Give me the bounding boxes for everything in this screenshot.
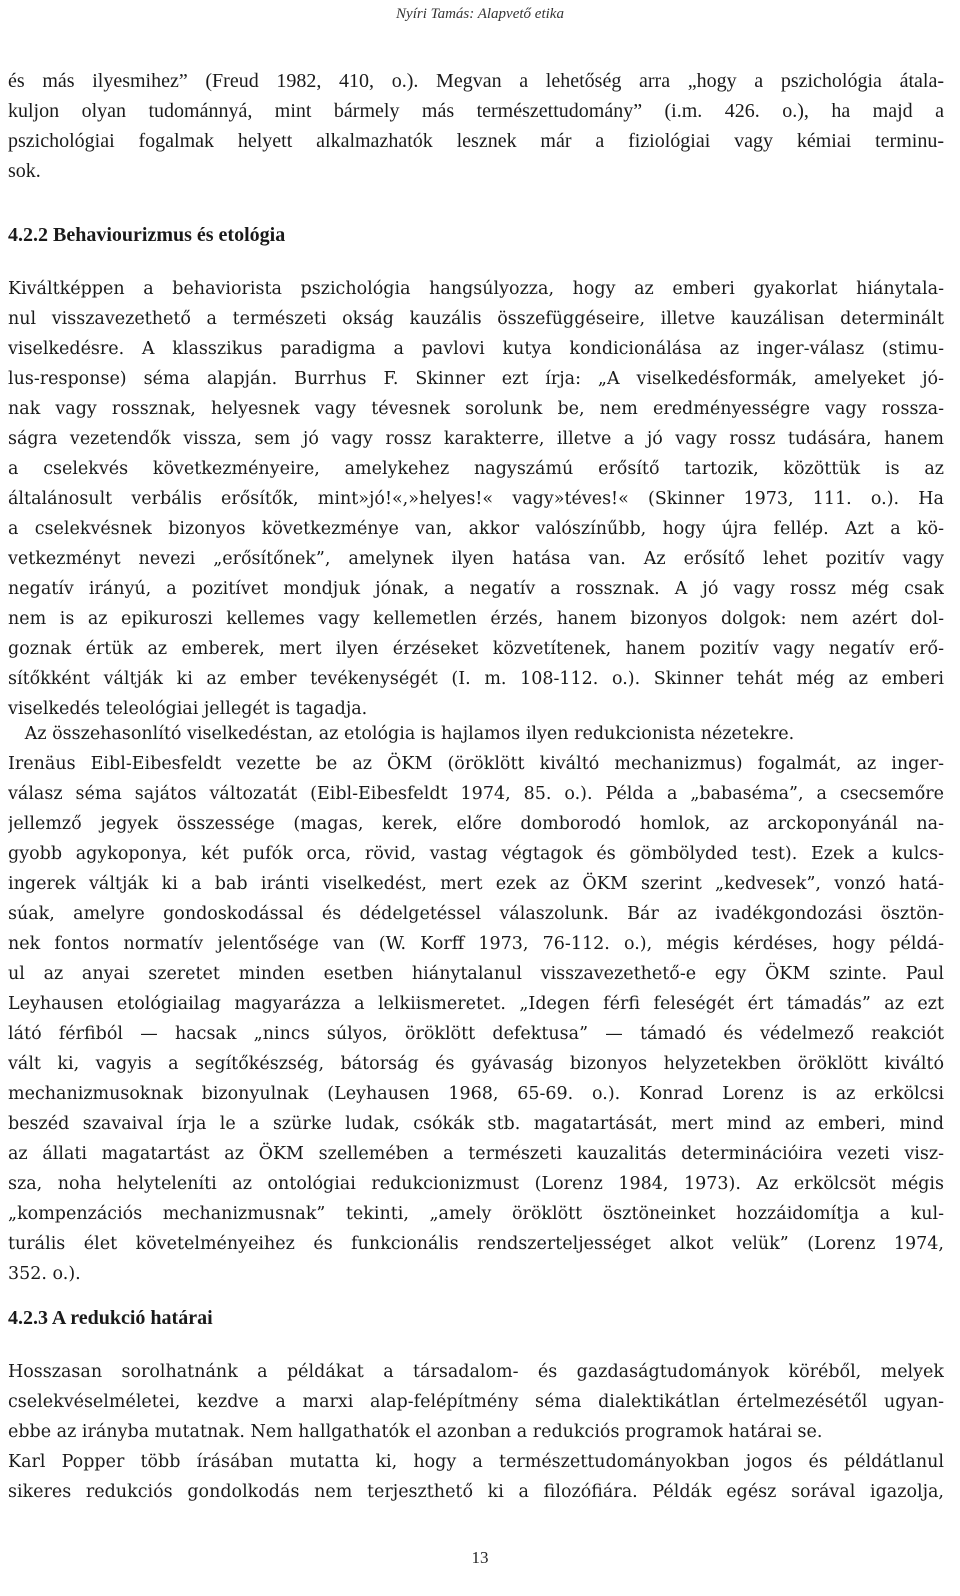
- text-line: jellemző jegyek összessége (magas, kerek, előre domborodó homlok, az arckoponyánál na-: [8, 814, 944, 834]
- text-line: Irenäus Eibl-Eibesfeldt vezette be az ÖKM (öröklött kiváltó mechanizmus) fogalmát, az inger-: [8, 754, 944, 774]
- text-line: negatív irányú, a pozitívet mondjuk jónak, a negatív a rossznak. A jó vagy rossz még csak: [8, 579, 944, 599]
- text-line: a cselekvés következményeire, amelykehez nagyszámú erősítő tartozik, közöttük is az: [8, 459, 944, 479]
- text-line: az állati magatartást az ÖKM szellemében a természeti kauzalitás determinációira vezeti visz-: [8, 1144, 944, 1164]
- text-line: goznak értük az emberek, mert ilyen érzéseket közvetítenek, hanem pozitív vagy negatív erő-: [8, 639, 944, 659]
- text-line: vetkezményt nevezi „erősítőnek”, amelynek ilyen hatása van. Az erősítő lehet pozitív vagy: [8, 549, 944, 569]
- text-line: válasz séma sajátos változatát (Eibl-Eibesfeldt 1974, 85. o.). Példa a „babaséma”, a csecsemőre: [8, 784, 944, 804]
- paragraph-ethology: [8, 719, 944, 1289]
- text-line: általánosult verbális erősítők, mint»jó!«,»helyes!« vagy»téves!« (Skinner 1973, 111. o.). Ha: [8, 489, 944, 509]
- text-line: beszéd szavaival írja le a szürke ludak, csókák stb. magatartását, mert mind az emberi, mind: [8, 1114, 944, 1134]
- text-line: gyobb agykoponya, két pufók orca, rövid, vastag végtagok és gömbölyded test). Ezek a kulcs-: [8, 844, 944, 864]
- text-line: kuljon olyan tudománnyá, mint bármely más természettudomány” (i.m. 426. o.), ha majd a: [8, 100, 944, 122]
- section-heading-4-2-2: 4.2.2 Behaviourizmus és etológia: [8, 224, 286, 246]
- text-line: ul az anyai szeretet minden esetben hiánytalanul visszavezethető-e egy ÖKM szinte. Paul: [8, 964, 944, 984]
- section-heading-4-2-3: 4.2.3 A redukció határai: [8, 1307, 213, 1329]
- text-line: nek fontos normatív jelentősége van (W. Korff 1973, 76-112. o.), mégis kérdéses, hogy példá-: [8, 934, 944, 954]
- text-line: viselkedés teleológiai jellegét is tagadja.: [8, 699, 368, 719]
- paragraph-behaviourism: [8, 274, 944, 724]
- text-line: ebbe az irányba mutatnak. Nem hallgathatók el azonban a redukciós programok határai se.: [8, 1422, 823, 1442]
- text-line: cselekvéselméletei, kezdve a marxi alap-felépítmény séma dialektikátlan értelmezésétől ugyan-: [8, 1392, 944, 1412]
- text-line: sza, noha helyteleníti az ontológiai redukcionizmust (Lorenz 1984, 1973). Az erkölcsöt mégis: [8, 1174, 944, 1194]
- text-line: Kiváltképpen a behaviorista pszichológia hangsúlyozza, hogy az emberi gyakorlat hiánytala-: [8, 279, 944, 299]
- page-number: 13: [471, 1548, 489, 1567]
- text-line: nem is az epikuroszi kellemes vagy kellemetlen érzés, hanem bizonyos dolgok: nem azért dol-: [8, 609, 944, 629]
- text-line: Leyhausen etológiailag magyarázza a lelkiismeretet. „Idegen férfi feleségét ért támadás” az ezt: [8, 994, 944, 1014]
- text-line: turális élet követelményeihez és funkcionális rendszerteljességet alkot velük” (Lorenz 1974,: [8, 1234, 944, 1254]
- text-line: sikeres redukciós gondolkodás nem terjeszthető ki a filozófiára. Példák egész sorával igazolja,: [8, 1482, 944, 1502]
- text-line: lus-response) séma alapján. Burrhus F. Skinner ezt írja: „A viselkedésformák, amelyeket jó-: [8, 369, 944, 389]
- text-line: súak, amelyre gondoskodással és dédelgetéssel válaszolunk. Bár az ivadékgondozási ösztön-: [8, 904, 944, 924]
- intro-paragraph: [8, 66, 944, 186]
- text-line: ingerek váltják ki a bab iránti viselkedést, mert ezek az ÖKM szerint „kedvesek”, vonzó hatá-: [8, 874, 944, 894]
- text-line: „kompenzációs mechanizmusnak” tekinti, „amely öröklött ösztöneinket hozzáidomítja a kul-: [8, 1204, 944, 1224]
- running-head: Nyíri Tamás: Alapvető etika: [396, 6, 564, 22]
- text-line: Karl Popper több írásában mutatta ki, hogy a természettudományokban jogos és példátlanul: [8, 1452, 944, 1472]
- text-line: sítőkként váltják ki az ember tevékenységét (I. m. 108-112. o.). Skinner tehát még az emberi: [8, 669, 944, 689]
- text-line: nak vagy rossznak, helyesnek vagy tévesnek sorolunk be, nem eredményességre vagy rossza-: [8, 399, 944, 419]
- text-line: pszichológiai fogalmak helyett alkalmazhatók lesznek már a fiziológiai vagy kémiai terminu-: [8, 130, 944, 152]
- text-line: Hosszasan sorolhatnánk a példákat a társadalom- és gazdaságtudományok köréből, melyek: [8, 1362, 944, 1382]
- text-line: sok.: [8, 160, 41, 182]
- text-line: és más ilyesmihez” (Freud 1982, 410, o.). Megvan a lehetőség arra „hogy a pszichológia átala-: [8, 70, 944, 92]
- text-line: vált ki, vagyis a segítőkészség, bátorság és gyávaság bizonyos helyzetekben öröklött kiváltó: [8, 1054, 944, 1074]
- text-line: a cselekvésnek bizonyos következménye van, akkor valószínűbb, hogy újra fellép. Azt a kö-: [8, 519, 944, 539]
- text-line: viselkedésre. A klasszikus paradigma a pavlovi kutya kondicionálása az inger-válasz (stimu-: [8, 339, 944, 359]
- text-line: 352. o.).: [8, 1264, 81, 1284]
- text-line: mechanizmusoknak bizonyulnak (Leyhausen 1968, 65-69. o.). Konrad Lorenz is az erkölcsi: [8, 1084, 944, 1104]
- paragraph-reduction-limits: [8, 1357, 944, 1507]
- text-line: látó férfiból — hacsak „nincs súlyos, öröklött defektusa” — támadó és védelmező reakciót: [8, 1024, 944, 1044]
- text-line: ságra vezetendők vissza, sem jó vagy rossz karakterre, illetve a jó vagy rossz tudására, hanem: [8, 429, 944, 449]
- text-line: Az összehasonlító viselkedéstan, az etológia is hajlamos ilyen redukcionista nézetekre.: [8, 724, 795, 744]
- text-line: nul visszavezethető a természeti okság kauzális összefüggéseire, illetve kauzálisan determinált: [8, 309, 944, 329]
